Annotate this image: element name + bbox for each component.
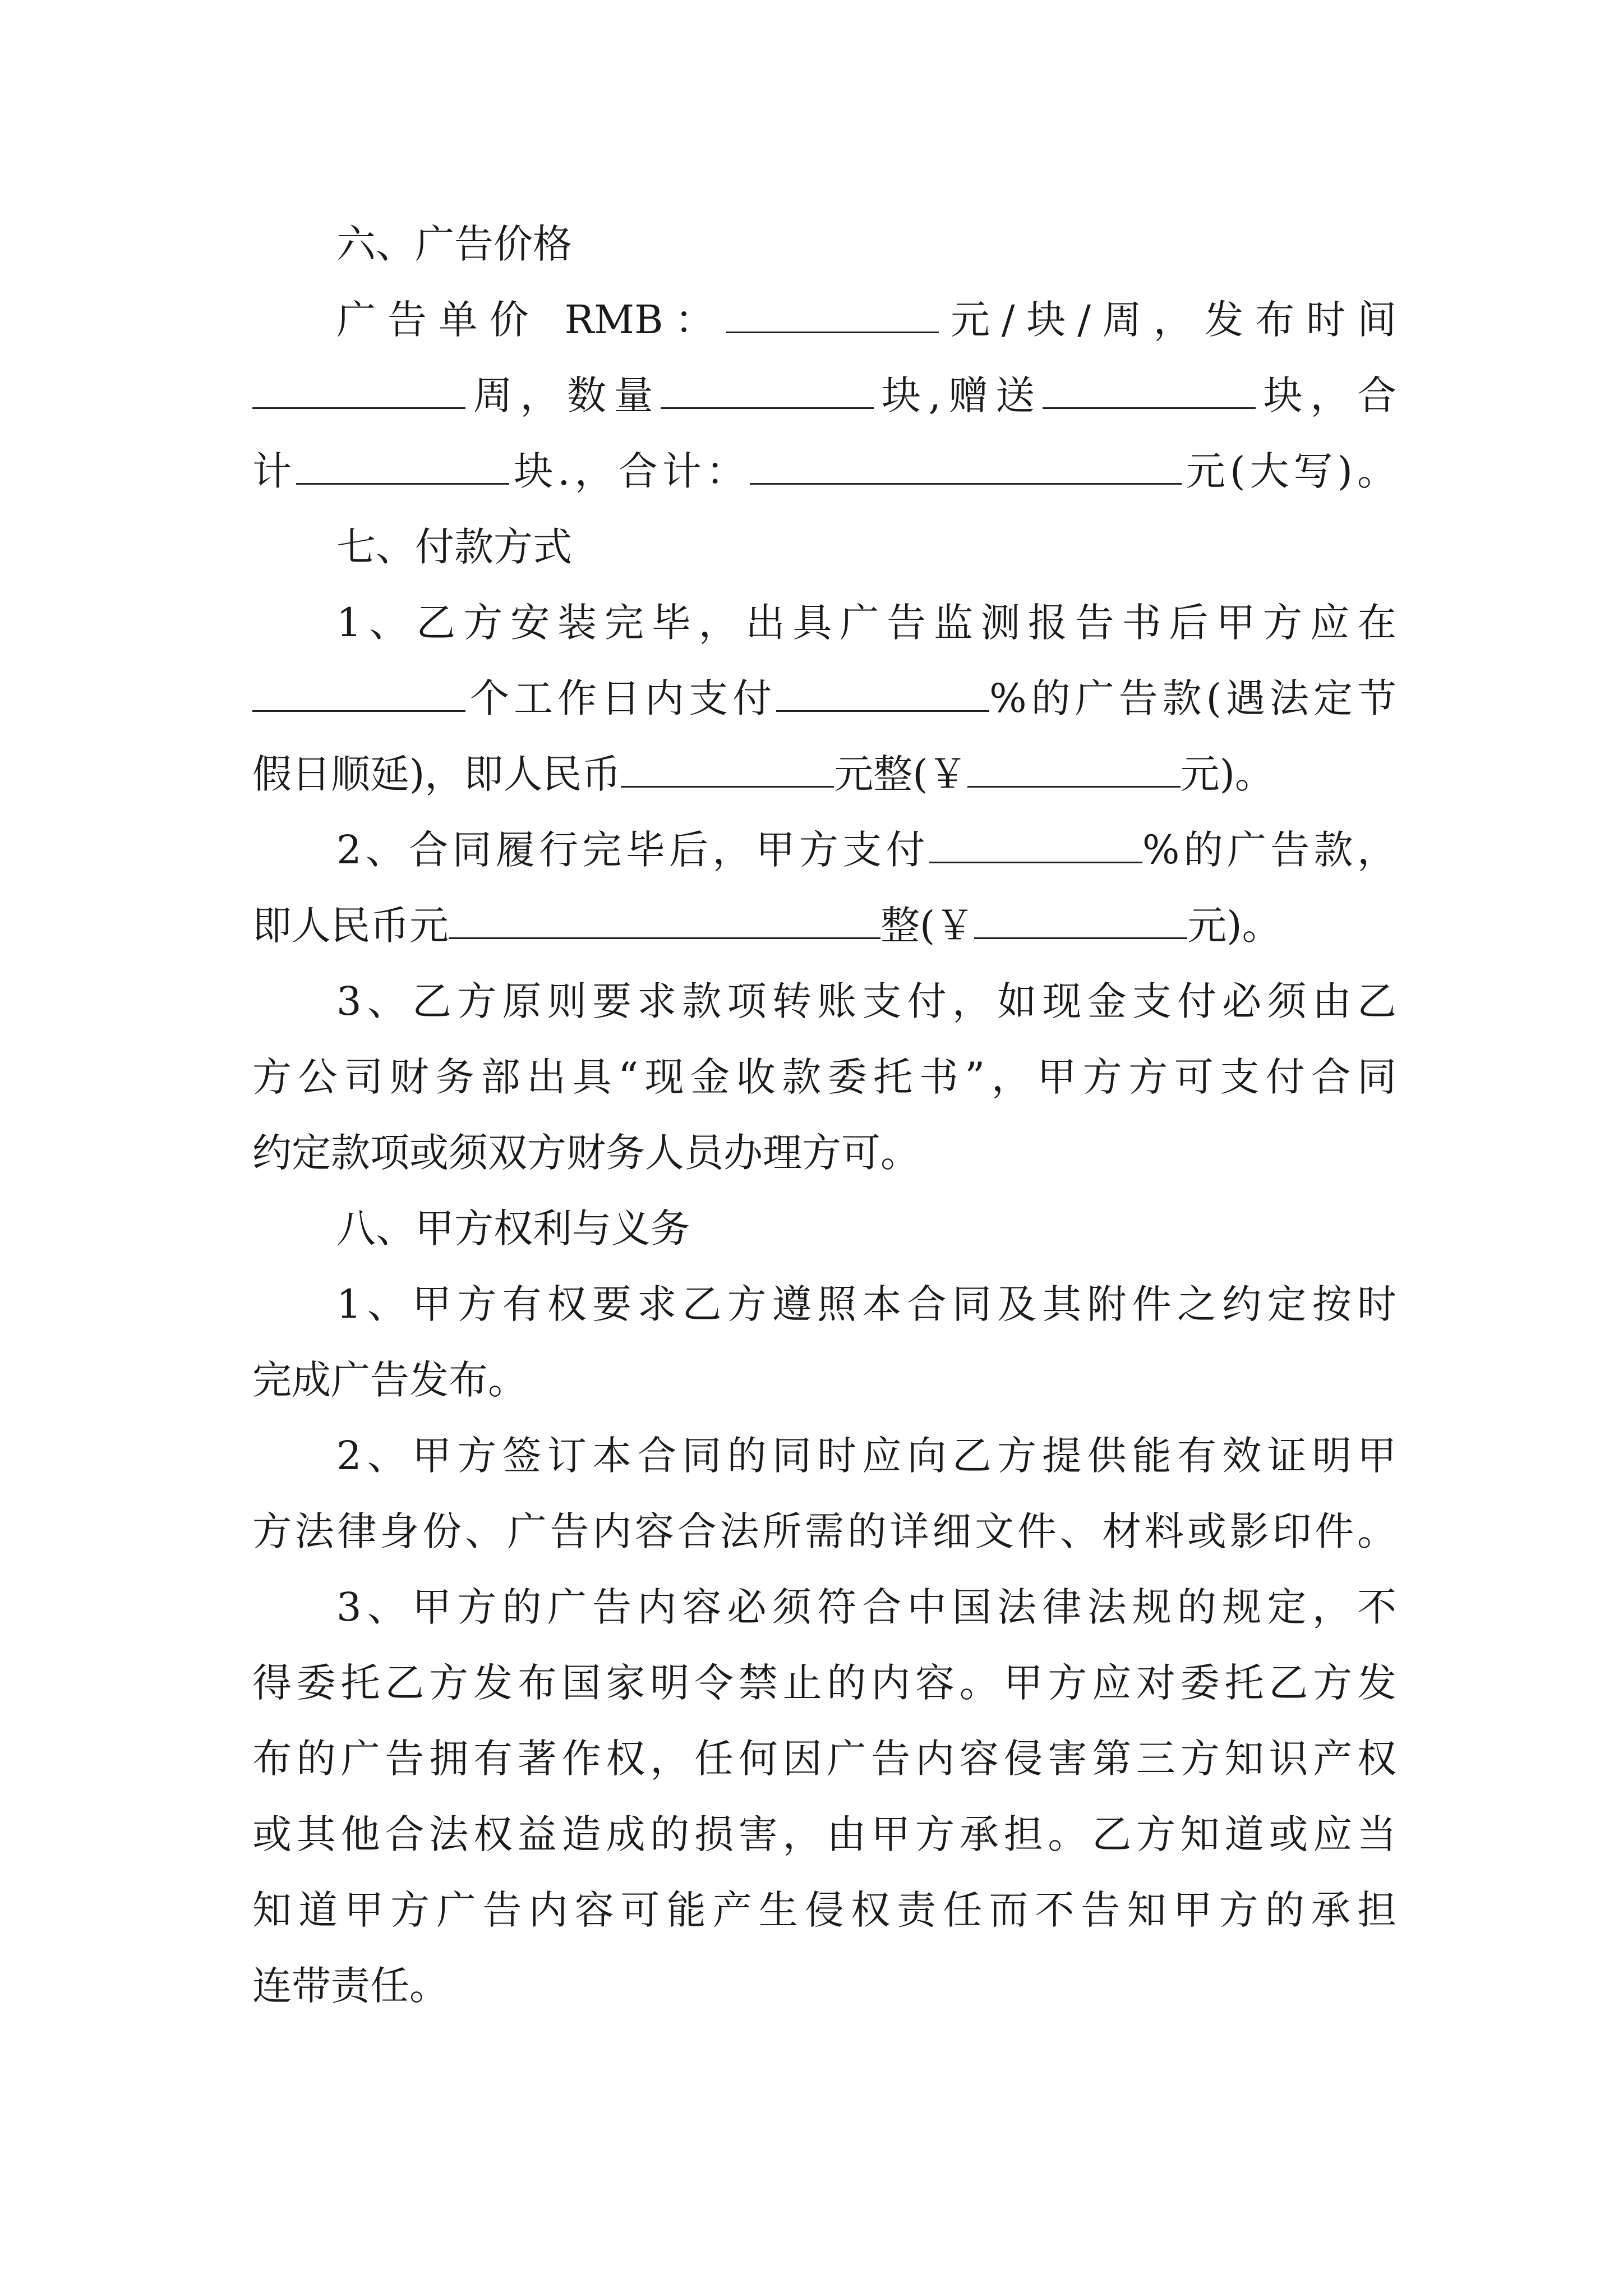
- quantity-blank: [661, 372, 874, 409]
- price-mid-text: 元/块/周，发布时间: [939, 297, 1397, 343]
- rights-clause-3-line-4: 或其他合法权益造成的损害，由甲方承担。乙方知道或应当: [252, 1811, 1396, 1857]
- rights-clause-3-line-1: 3、甲方的广告内容必须符合中国法律法规的规定，不: [336, 1584, 1396, 1630]
- yen-2-blank: [974, 903, 1187, 939]
- rmb-1-blank: [621, 751, 834, 788]
- total-sum-text: 块.，合计：: [509, 448, 750, 494]
- section-8-heading: 八、甲方权利与义务: [336, 1205, 690, 1251]
- total-blocks-blank: [296, 448, 509, 485]
- unit-price-blank: [726, 297, 939, 333]
- payment-clause-3-line-3: 约定款项或须双方财务人员办理方可。: [252, 1130, 920, 1176]
- payment-clause-1-line-1: 1、乙方安装完毕，出具广告监测报告书后甲方应在: [336, 600, 1396, 646]
- total-text: 块，合: [1255, 372, 1396, 418]
- payment-2-text: 2、合同履行完毕后，甲方支付: [336, 827, 929, 873]
- rights-clause-3-line-6: 连带责任。: [252, 1963, 449, 2009]
- section-6-price-line: [252, 292, 1396, 348]
- working-days-text: 个工作日内支付: [465, 675, 777, 721]
- rmb-2-text: 即人民币元: [252, 903, 449, 949]
- price-prefix-text: 广告单价 RMB：: [336, 297, 726, 343]
- rights-clause-2-line-2: 方法律身份、广告内容合法所需的详细文件、材料或影印件。: [252, 1508, 1396, 1554]
- payment-clause-3-line-1: 3、乙方原则要求款项转账支付，如现金支付必须由乙: [336, 978, 1396, 1024]
- section-6-line-2: [252, 367, 1396, 424]
- total-amount-blank: [750, 448, 1182, 485]
- rights-clause-1-line-1: 1、甲方有权要求乙方遵照本合同及其附件之约定按时: [336, 1281, 1396, 1327]
- bonus-blank: [1043, 372, 1256, 409]
- yuan-2-end-text: 元)。: [1187, 903, 1281, 949]
- rights-clause-2-line-1: 2、甲方签订本合同的同时应向乙方提供能有效证明甲: [336, 1433, 1396, 1479]
- rmb-2-blank: [449, 903, 880, 939]
- section-6-heading: 六、广告价格: [336, 221, 572, 267]
- section-7-heading: 七、付款方式: [336, 524, 572, 570]
- rights-clause-3-line-5: 知道甲方广告内容可能产生侵权责任而不告知甲方的承担: [252, 1887, 1396, 1933]
- payment-clause-2-line-1: [336, 822, 1396, 878]
- percent-2-text: %的广告款，: [1142, 827, 1396, 873]
- capital-text: 元(大写)。: [1181, 448, 1397, 494]
- bonus-text: 块,赠送: [874, 372, 1043, 418]
- payment-clause-3-line-2: 方公司财务部出具“现金收款委托书”，甲方方可支付合同: [252, 1054, 1396, 1100]
- rights-clause-3-line-2: 得委托乙方发布国家明令禁止的内容。甲方应对委托乙方发: [252, 1660, 1396, 1706]
- percent-1-text: %的广告款(遇法定节: [989, 675, 1397, 721]
- rmb-1-text: 假日顺延)，即人民币: [252, 751, 621, 797]
- weeks-quantity-text: 周，数量: [465, 372, 661, 418]
- payment-clause-1-line-2: [252, 670, 1396, 726]
- yuan-1-end-text: 元)。: [1180, 751, 1274, 797]
- publish-weeks-blank: [252, 372, 465, 409]
- percent-1-blank: [776, 675, 989, 712]
- rights-clause-3-line-3: 布的广告拥有著作权，任何因广告内容侵害第三方知识产权: [252, 1736, 1396, 1782]
- yen-2-text: 整(￥: [880, 903, 975, 949]
- yuan-1-text: 元整(￥: [834, 751, 967, 797]
- section-6-line-3: [252, 443, 1396, 499]
- payment-clause-1-line-3: [252, 746, 1396, 802]
- payment-clause-2-line-2: [252, 898, 1396, 954]
- working-days-blank: [252, 675, 465, 712]
- yen-1-blank: [967, 751, 1181, 788]
- rights-clause-1-line-2: 完成广告发布。: [252, 1357, 527, 1403]
- total-prefix-text: 计: [252, 448, 297, 494]
- percent-2-blank: [929, 827, 1142, 863]
